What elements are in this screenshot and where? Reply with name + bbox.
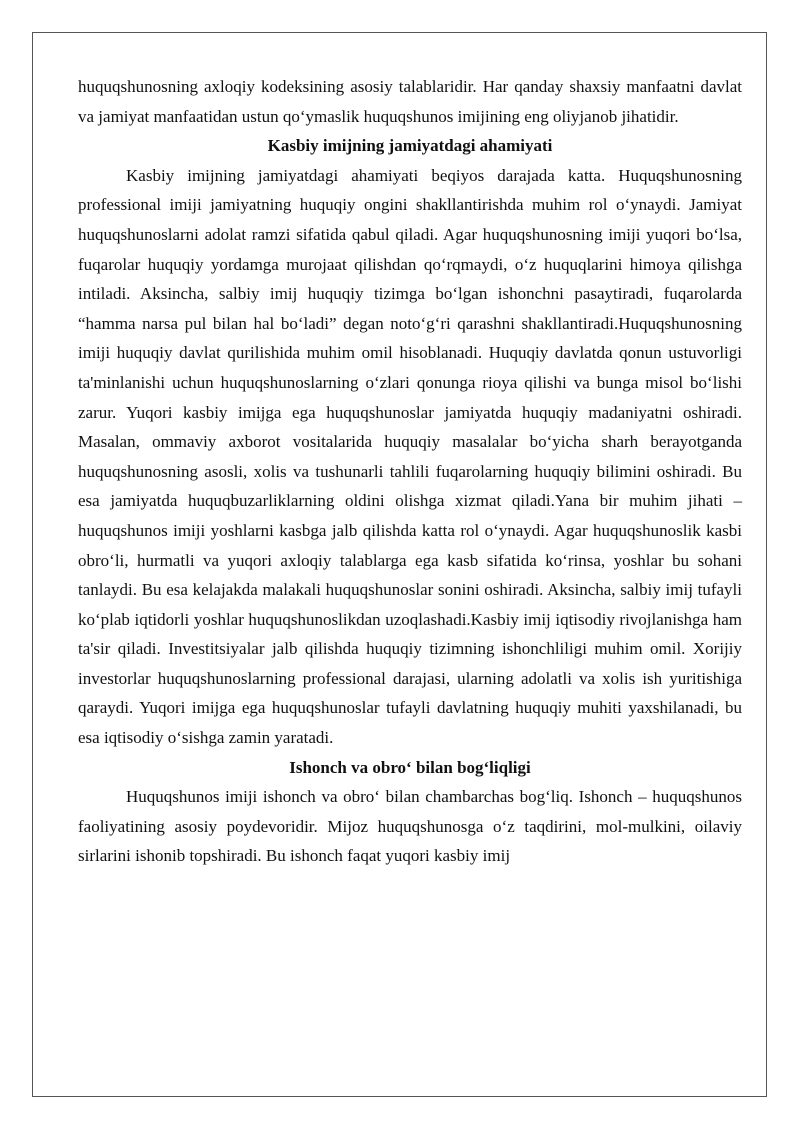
section-heading-trust: Ishonch va obro‘ bilan bog‘liqligi xyxy=(289,757,531,777)
paragraph-trust: Huquqshunos imiji ishonch va obro‘ bilan chambarchas bog‘liq. Ishonch – huquqshunos faoliyatining asosiy poydevoridir. Mijoz huquqshunosga o‘z taqdirini, mol-mulkini, oilaviy sirlarini ishonib topshiradi. Bu ishonch faqat yuqori kasbiy imij xyxy=(78,787,742,866)
paragraph-intro-continuation: huquqshunosning axloqiy kodeksining asosiy talablaridir. Har qanday shaxsiy manfaatni davlat va jamiyat manfaatidan ustun qo‘ymaslik huquqshunos imijining eng oliyjanob jihatidir. xyxy=(78,77,742,126)
paragraph-importance: Kasbiy imijning jamiyatdagi ahamiyati beqiyos darajada katta. Huquqshunosning professional imiji jamiyatning huquqiy ongini shakllantirishda muhim rol o‘ynaydi. Jamiyat huquqshunoslarni adolat ramzi sifatida qabul qiladi. Agar huquqshunosning imiji yuqori bo‘lsa, fuqarolar huquqiy yordamga murojaat qilishdan qo‘rqmaydi, o‘z huquqlarini himoya qilishga intiladi. Aksincha, salbiy imij huquqiy tizimga bo‘lgan ishonchni pasaytiradi, fuqarolarda “hamma narsa pul bilan hal bo‘ladi” degan noto‘g‘ri qarashni shakllantiradi.Huquqshunosning imiji huquqiy davlat qurilishida muhim omil hisoblanadi. Huquqiy davlatda qonun ustuvorligi ta'minlanishi uchun huquqshunoslarning o‘zlari qonunga rioya qilishi va bunga misol bo‘lishi zarur. Yuqori kasbiy imijga ega huquqshunoslar jamiyatda huquqiy madaniyatni oshiradi. Masalan, ommaviy axborot vositalarida huquqiy masalalar bo‘yicha sharh berayotganda huquqshunosning asosli, xolis va tushunarli tahlili fuqarolarning huquqiy bilimini oshiradi. Bu esa jamiyatda huquqbuzarliklarning oldini olishga xizmat qiladi.Yana bir muhim jihati – huquqshunos imiji yoshlarni kasbga jalb qilishda katta rol o‘ynaydi. Agar huquqshunoslik kasbi obro‘li, hurmatli va yuqori axloqiy talablarga ega kasb sifatida ko‘rinsa, yoshlar bu sohani tanlaydi. Bu esa kelajakda malakali huquqshunoslar sonini oshiradi. Aksincha, salbiy imij tufayli ko‘plab iqtidorli yoshlar huquqshunoslikdan uzoqlashadi.Kasbiy imij iqtisodiy rivojlanishga ham ta'sir qiladi. Investitsiyalar jalb qilishda huquqiy tizimning ishonchliligi muhim omil. Xorijiy investorlar huquqshunoslarning professional darajasi, ularning adolatli va xolis ish yuritishiga qaraydi. Yuqori imijga ega huquqshunoslar tufayli davlatning huquqiy muhiti yaxshilanadi, bu esa iqtisodiy o‘sishga zamin yaratadi. xyxy=(78,165,742,748)
document-body xyxy=(78,72,742,871)
section-heading-importance: Kasbiy imijning jamiyatdagi ahamiyati xyxy=(267,136,553,156)
